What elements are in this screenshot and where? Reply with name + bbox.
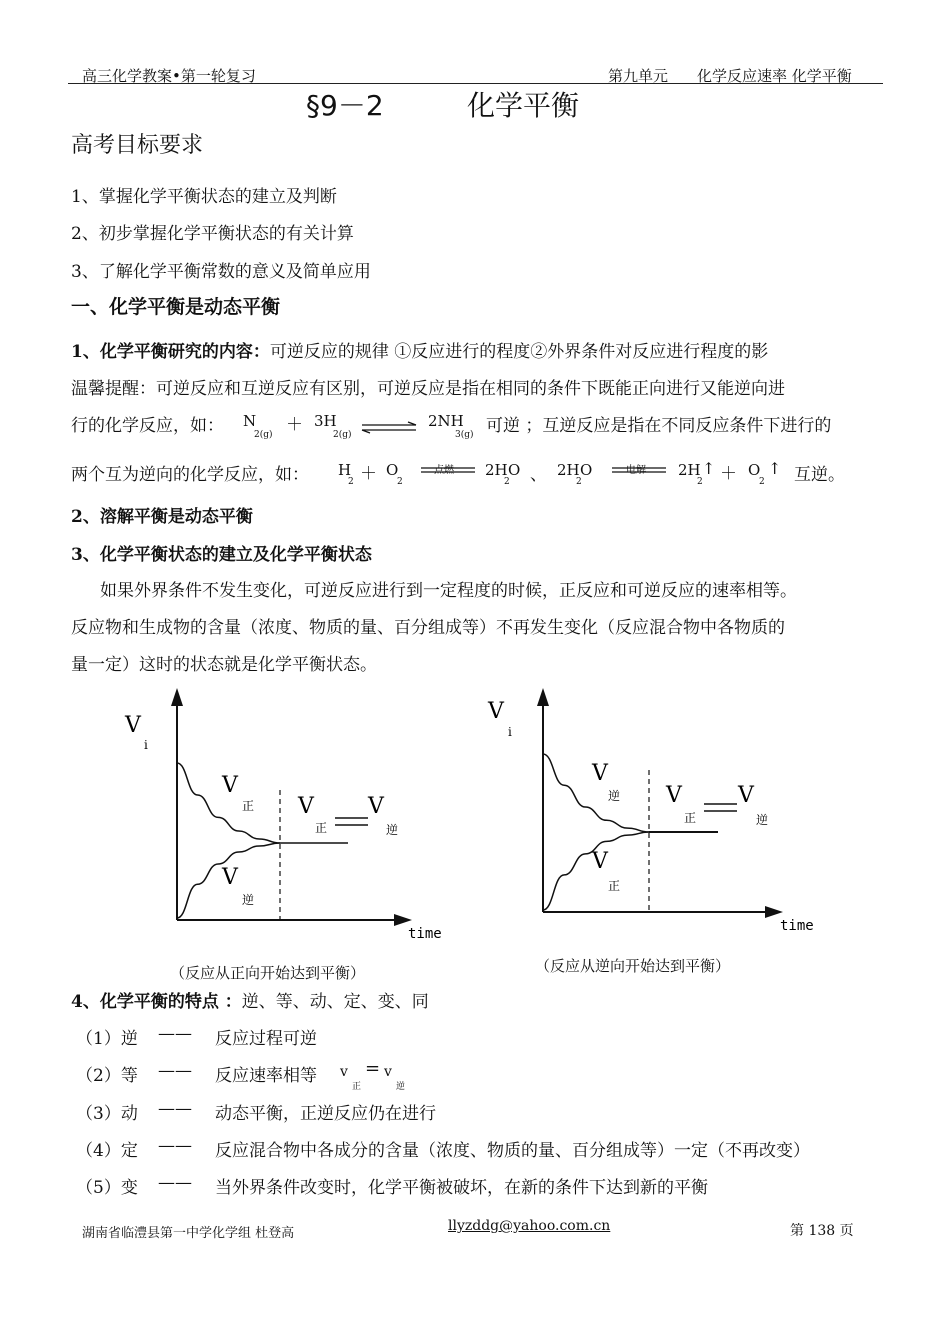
s4-item-1-desc: 反应过程可逆 [215,1029,317,1049]
s4-item-3-num: （3）动 [76,1104,138,1124]
chart2-sub-v-reverse: 逆 [608,789,621,803]
header-unit: 第九单元 [608,67,669,85]
p2-plus: ＋ [720,464,737,484]
p2-2h: 2H [678,461,701,479]
r2-2h-sub: 2 [576,477,582,487]
s1-label: 1、化学平衡研究的内容： [71,342,270,362]
goal-item-2: 2、初步掌握化学平衡状态的有关计算 [71,224,354,244]
chart1-label-v-reverse: V [222,865,238,890]
tail: 互逆。 [794,465,845,485]
up-arrow-icon-2: ↑ [768,459,782,478]
p-o: O [508,461,521,479]
formula-3h2-sub: 2(g) [333,430,352,440]
cond-ignite: 点燃 [434,465,454,476]
chart1-y-axis [171,688,183,920]
s4-v1: v [340,1064,348,1080]
chart2-sub-v-forward: 正 [608,879,621,893]
x-arrow-icon-2 [765,906,783,918]
part1-heading: 一、化学平衡是动态平衡 [71,296,281,318]
s4-eq: = [365,1058,381,1079]
p2-2h-sub: 2 [697,477,703,487]
plus-1: ＋ [286,415,303,435]
footer-page-number: 第 138 页 [790,1223,854,1239]
s4-item-5-num: （5）变 [76,1178,138,1198]
s4-item-1-dash: —— [158,1024,192,1044]
chart2-xlabel: time [780,918,814,934]
s4-item-5-desc: 当外界条件改变时，化学平衡被破坏，在新的条件下达到新的平衡 [215,1178,708,1198]
s4-item-3-desc: 动态平衡，正逆反应仍在进行 [215,1104,436,1124]
s4-line [71,987,429,1012]
chart1-equals-sign [335,818,368,825]
chart-reverse [476,680,816,945]
chart-forward [110,680,442,950]
s4-item-3-dash: —— [158,1099,192,1119]
equals-arrow-icon-2 [611,466,667,474]
chart2-x-axis [543,906,783,918]
s3-p1: 如果外界条件不发生变化，可逆反应进行到一定程度的时候，正反应和可逆反应的速率相等。 [100,581,797,601]
goals-heading: 高考目标要求 [71,133,204,158]
chart1-eq-left-sub: 正 [315,821,328,835]
chart1-sub-v-reverse: 逆 [242,893,255,907]
chart2-eq-right-sub: 逆 [756,813,769,827]
goal-item-1: 1、掌握化学平衡状态的建立及判断 [71,187,337,207]
formula-2nh3-sub: 3(g) [455,430,474,440]
reversible-arrow-icon [360,422,418,434]
chart2-ylabel-sub: i [508,725,512,739]
s1-line2: 温馨提醒：可逆反应和互逆反应有区别，可逆反应是指在相同的条件下既能正向进行又能逆向进 [71,379,785,399]
chart1-eq-right-sub: 逆 [386,823,399,837]
section-number: §9－2 [306,89,384,122]
formula-n2-sub: 2(g) [254,430,273,440]
s4-item-2-dash: —— [158,1061,192,1081]
chart2-y-axis [537,688,549,912]
s4-item-2-num: （2）等 [76,1066,138,1086]
p-2h: 2H [485,461,508,479]
r2-o: O [580,461,593,479]
up-arrow-icon: ↑ [702,459,716,478]
chart1-ylabel: V [125,713,141,738]
formula-3h2: 3H [314,412,337,430]
footer-email-link[interactable]: llyzddg@yahoo.com.cn [448,1218,611,1234]
r-o-sub: 2 [397,477,403,487]
s4-label: 4、化学平衡的特点 ： [71,992,242,1012]
sep: 、 [530,465,547,485]
chart2-label-v-forward: V [592,849,608,874]
footer-author: 湖南省临澧县第一中学化学组 杜登高 [82,1226,295,1241]
chart2-caption: （反应从逆向开始达到平衡） [535,957,731,975]
header-topic: 化学反应速率 化学平衡 [697,67,852,85]
s3-heading: 3、化学平衡状态的建立及化学平衡状态 [71,545,372,565]
s1-line1 [71,337,768,362]
formula-2nh3: 2NH [428,412,464,430]
y-arrow-icon-2 [537,688,549,706]
s2-heading: 2、溶解平衡是动态平衡 [71,507,253,527]
s4-item-2-desc: 反应速率相等 [215,1066,317,1086]
chart1-caption: （反应从正向开始达到平衡） [170,964,366,982]
chart1-eq-left: V [298,794,314,819]
p-2h-sub: 2 [504,477,510,487]
chart1-sub-v-forward: 正 [242,799,255,813]
chart1-x-axis [177,914,412,926]
chart1-ylabel-sub: i [144,738,148,752]
p2-o: O [748,461,761,479]
y-arrow-icon [171,688,183,706]
p2-o-sub: 2 [759,477,765,487]
chart2-label-v-reverse: V [592,761,608,786]
s4-v2: v [384,1064,392,1080]
chart2-ylabel: V [488,699,504,724]
s4-item-4-dash: —— [158,1136,192,1156]
s3-p3: 量一定）这时的状态就是化学平衡状态。 [71,655,377,675]
s4-item-1-num: （1）逆 [76,1029,138,1049]
r-o: O [386,461,399,479]
chart1-label-v-forward: V [222,773,238,798]
x-arrow-icon [394,914,412,926]
s4-item-4-num: （4）定 [76,1141,138,1161]
s1-line4-pre: 两个互为逆向的化学反应，如： [71,465,309,485]
chart1-xlabel: time [408,926,442,942]
s1-line3-post: 可逆 ；互逆反应是指在不同反应条件下进行的 [486,416,832,436]
formula-n2: N [243,412,257,430]
s4-item-4-desc: 反应混合物中各成分的含量（浓度、物质的量、百分组成等）一定（不再改变） [215,1141,810,1161]
s1-line3-pre: 行的化学反应，如： [71,416,224,436]
chart1-eq-right: V [368,794,384,819]
goal-item-3: 3、了解化学平衡常数的意义及简单应用 [71,262,371,282]
chart2-equals-sign [704,804,737,811]
s4-v2-sub: 逆 [396,1082,406,1092]
equals-arrow-icon [420,466,476,474]
s4-v1-sub: 正 [352,1082,362,1092]
chart2-eq-left-sub: 正 [684,811,697,825]
page-title: 化学平衡 [467,89,580,122]
r2-2h: 2H [557,461,580,479]
s1-text: 可逆反应的规律 ①反应进行的程度②外界条件对反应进行程度的影 [269,342,769,362]
cond-electrolysis: 电解 [626,465,646,476]
chart2-eq-left: V [666,783,682,808]
s3-p2: 反应物和生成物的含量（浓度、物质的量、百分组成等）不再发生变化（反应混合物中各物质的 [71,618,785,638]
header-left: 高三化学教案•第一轮复习 [82,67,256,85]
r-plus: ＋ [360,464,377,484]
s4-text: 逆、等、动、定、变、同 [241,992,429,1012]
r-h-sub: 2 [348,477,354,487]
chart2-eq-right: V [738,783,754,808]
r-h: H [338,461,352,479]
s4-item-5-dash: —— [158,1173,192,1193]
